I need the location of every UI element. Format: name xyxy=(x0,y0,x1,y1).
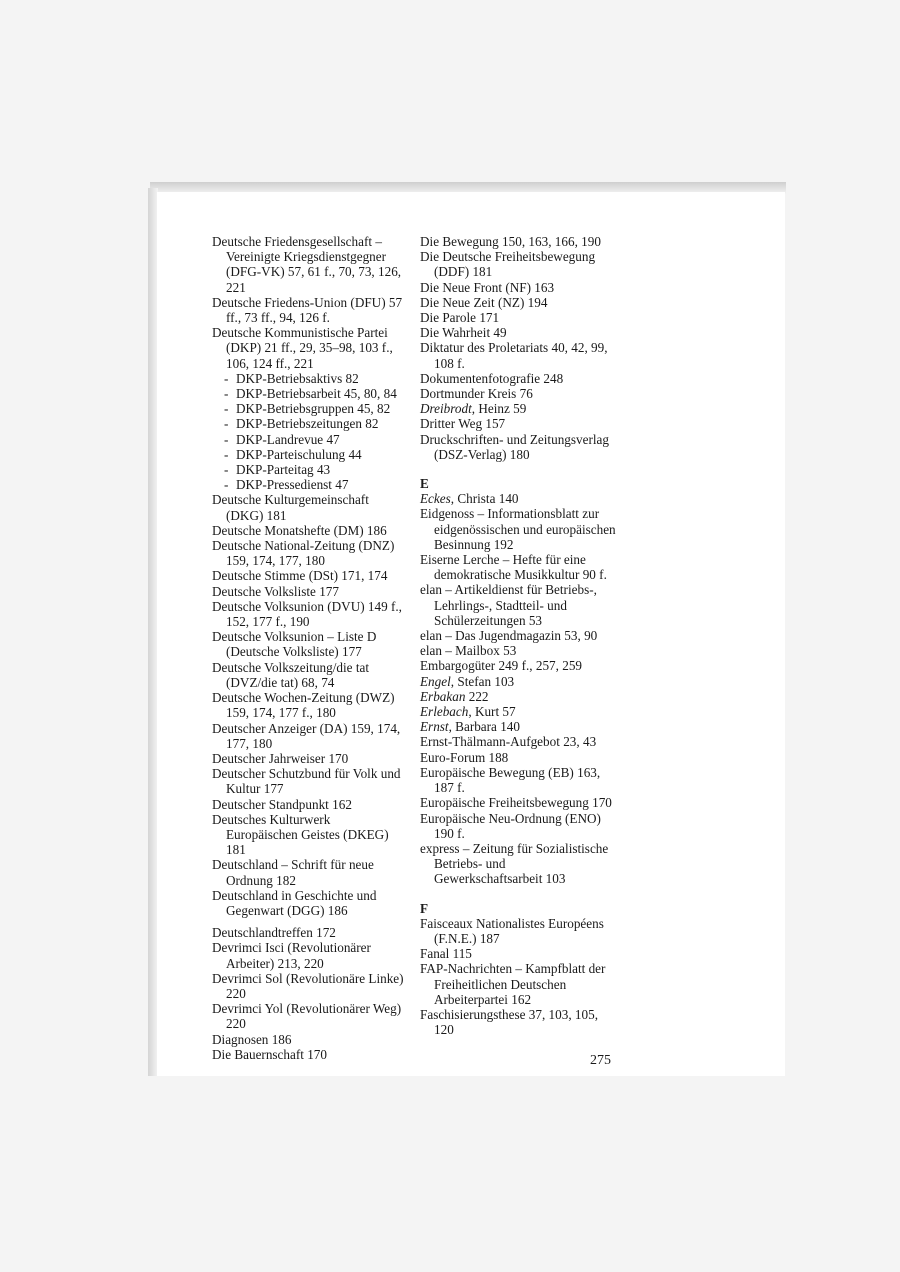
index-subentry xyxy=(212,401,404,416)
index-entry: Europäische Freiheitsbewegung 170 xyxy=(420,795,612,811)
index-entry: elan – Das Jugendmagazin 53, 90 xyxy=(420,628,598,644)
index-entry: Deutscher Jahrweiser 170 xyxy=(212,750,349,766)
index-entry-person-name: Dreibrodt xyxy=(420,401,472,417)
index-entry-pages: , Christa 140 xyxy=(450,491,519,507)
index-subentry xyxy=(212,416,404,431)
index-entry: Die Neue Front (NF) 163 xyxy=(420,279,555,295)
index-entry: Eiserne Lerche – Hefte für eine demokratische Musikkultur 90 f. xyxy=(420,552,607,583)
index-entry-person-name: Ernst xyxy=(420,719,449,735)
index-entry: Deutschland in Geschichte und Gegenwart (DGG) 186 xyxy=(212,887,377,918)
index-entry-person-name: Erbakan xyxy=(420,688,466,704)
index-entry: Die Parole 171 xyxy=(420,310,500,326)
index-entry: Deutsche Kulturgemeinschaft (DKG) 181 xyxy=(212,492,369,523)
index-subentry-text: DKP-Parteischulung 44 xyxy=(236,446,362,462)
page-number: 275 xyxy=(590,1053,611,1068)
index-entry: Embargogüter 249 f., 257, 259 xyxy=(420,658,583,674)
index-entry: Deutsches Kulturwerk Europäischen Geistes (DKEG) 181 xyxy=(212,811,389,858)
index-column-left xyxy=(212,234,404,1062)
spacer xyxy=(420,887,616,894)
spacer xyxy=(420,469,616,476)
section-letter-heading: E xyxy=(420,476,429,492)
index-subentry xyxy=(212,386,404,401)
subentry-dash: - xyxy=(224,431,229,447)
index-subentry-text: DKP-Betriebsgruppen 45, 82 xyxy=(236,401,391,417)
subentry-dash: - xyxy=(224,386,229,402)
spacer xyxy=(420,894,616,901)
index-entry: Devrimci Isci (Revolutionärer Arbeiter) 213, 220 xyxy=(212,940,371,971)
index-entry: Europäische Bewegung (EB) 163, 187 f. xyxy=(420,764,601,796)
index-entry: Die Bewegung 150, 163, 166, 190 xyxy=(420,234,601,249)
index-entry: Die Deutsche Freiheitsbewegung (DDF) 181 xyxy=(420,249,596,280)
index-entry: Diktatur des Proletariats 40, 42, 99, 108 f. xyxy=(420,340,608,371)
subentry-dash: - xyxy=(224,370,229,386)
index-entry: Ernst-Thälmann-Aufgebot 23, 43 xyxy=(420,734,597,750)
index-subentry-text: DKP-Pressedienst 47 xyxy=(236,477,349,493)
index-entry: Deutschland – Schrift für neue Ordnung 182 xyxy=(212,857,374,888)
index-entry-pages: 222 xyxy=(465,688,489,704)
index-subentry xyxy=(212,477,404,492)
index-entry: Deutscher Schutzbund für Volk und Kultur 177 xyxy=(212,766,401,797)
index-entry: Dokumentenfotografie 248 xyxy=(420,370,564,386)
index-entry: Deutsche Stimme (DSt) 171, 174 xyxy=(212,568,388,584)
index-subentry-text: DKP-Betriebsarbeit 45, 80, 84 xyxy=(236,386,397,402)
index-entry: FAP-Nachrichten – Kampfblatt der Freiheitlichen Deutschen Arbeiterpartei 162 xyxy=(420,961,606,1007)
index-entry-pages: , Heinz 59 xyxy=(471,401,527,417)
index-subentry xyxy=(212,432,404,447)
index-entry: Devrimci Yol (Revolutionärer Weg) 220 xyxy=(212,1001,402,1032)
index-entry-person-name: Engel xyxy=(420,673,451,689)
index-entry: Deutsche Volksliste 177 xyxy=(212,583,339,599)
index-entry: Deutsche Volksunion – Liste D (Deutsche Volksliste) 177 xyxy=(212,629,377,660)
index-entry: Deutschlandtreffen 172 xyxy=(212,925,336,941)
subentry-dash: - xyxy=(224,401,229,417)
spacer xyxy=(420,462,616,469)
index-entry xyxy=(420,674,616,689)
index-column-right xyxy=(420,234,616,1037)
index-entry-pages: , Stefan 103 xyxy=(450,673,515,689)
index-entry: Deutscher Standpunkt 162 xyxy=(212,796,352,812)
index-entry-pages: , Barbara 140 xyxy=(448,719,520,735)
index-entry: Dritter Weg 157 xyxy=(420,416,506,432)
index-entry: Die Neue Zeit (NZ) 194 xyxy=(420,294,548,310)
index-subentry-text: DKP-Parteitag 43 xyxy=(236,462,331,478)
index-entry: Faisceaux Nationalistes Européens (F.N.E.) 187 xyxy=(420,915,604,946)
index-subentry xyxy=(212,462,404,477)
index-entry xyxy=(420,491,616,506)
subentry-dash: - xyxy=(224,462,229,478)
subentry-dash: - xyxy=(224,477,229,493)
index-entry: elan – Artikeldienst für Betriebs-, Lehrlings-, Stadtteil- und Schülerzeitungen 53 xyxy=(420,582,597,628)
section-letter-heading: F xyxy=(420,900,429,916)
index-entry: Deutscher Anzeiger (DA) 159, 174, 177, 180 xyxy=(212,720,401,751)
index-entry: elan – Mailbox 53 xyxy=(420,643,517,659)
index-entry: express – Zeitung für Sozialistische Betriebs- und Gewerkschaftsarbeit 103 xyxy=(420,840,609,887)
spacer xyxy=(212,918,404,925)
index-subentry xyxy=(212,447,404,462)
index-entry-person-name: Eckes xyxy=(420,491,451,507)
index-entry: Die Bauernschaft 170 xyxy=(212,1046,327,1062)
subentry-dash: - xyxy=(224,416,229,432)
index-entry: Deutsche Wochen-Zeitung (DWZ) 159, 174, 177 f., 180 xyxy=(212,690,395,721)
index-entry xyxy=(420,719,616,734)
index-subentry-text: DKP-Betriebszeitungen 82 xyxy=(236,416,379,432)
index-entry: Deutsche Volkszeitung/die tat (DVZ/die tat) 68, 74 xyxy=(212,659,369,690)
index-subentry-text: DKP-Landrevue 47 xyxy=(236,431,340,447)
index-entry: Eidgenoss – Informationsblatt zur eidgenössischen und europäischen Besinnung 192 xyxy=(420,506,616,552)
index-entry xyxy=(420,401,616,416)
index-entry: Deutsche Volksunion (DVU) 149 f., 152, 177 f., 190 xyxy=(212,598,402,630)
index-entry: Deutsche Kommunistische Partei (DKP) 21 ff., 29, 35–98, 103 f., 106, 124 ff., 221 xyxy=(212,325,393,371)
index-entry xyxy=(420,704,616,719)
index-entry: Faschisierungsthese 37, 103, 105, 120 xyxy=(420,1006,599,1038)
index-entry: Deutsche Monatshefte (DM) 186 xyxy=(212,522,387,538)
index-entry: Druckschriften- und Zeitungsverlag (DSZ-Verlag) 180 xyxy=(420,431,609,462)
index-entry: Deutsche Friedensgesellschaft – Vereinigte Kriegsdienstgegner (DFG-VK) 57, 61 f., 70, 73, 126, 221 xyxy=(212,234,402,295)
index-subentry xyxy=(212,371,404,386)
index-entry: Dortmunder Kreis 76 xyxy=(420,386,533,402)
index-entry: Deutsche National-Zeitung (DNZ) 159, 174, 177, 180 xyxy=(212,538,395,569)
index-entry: Diagnosen 186 xyxy=(212,1031,292,1047)
index-entry: Die Wahrheit 49 xyxy=(420,325,507,341)
subentry-dash: - xyxy=(224,446,229,462)
index-entry xyxy=(420,689,616,704)
index-entry: Europäische Neu-Ordnung (ENO) 190 f. xyxy=(420,810,601,841)
index-entry: Euro-Forum 188 xyxy=(420,749,509,765)
index-entry-pages: , Kurt 57 xyxy=(468,704,516,720)
index-entry: Devrimci Sol (Revolutionäre Linke) 220 xyxy=(212,970,404,1001)
index-subentry-text: DKP-Betriebsaktivs 82 xyxy=(236,370,359,386)
index-entry: Fanal 115 xyxy=(420,946,472,962)
index-entry: Deutsche Friedens-Union (DFU) 57 ff., 73 ff., 94, 126 f. xyxy=(212,294,403,326)
index-entry-person-name: Erlebach xyxy=(420,704,469,720)
